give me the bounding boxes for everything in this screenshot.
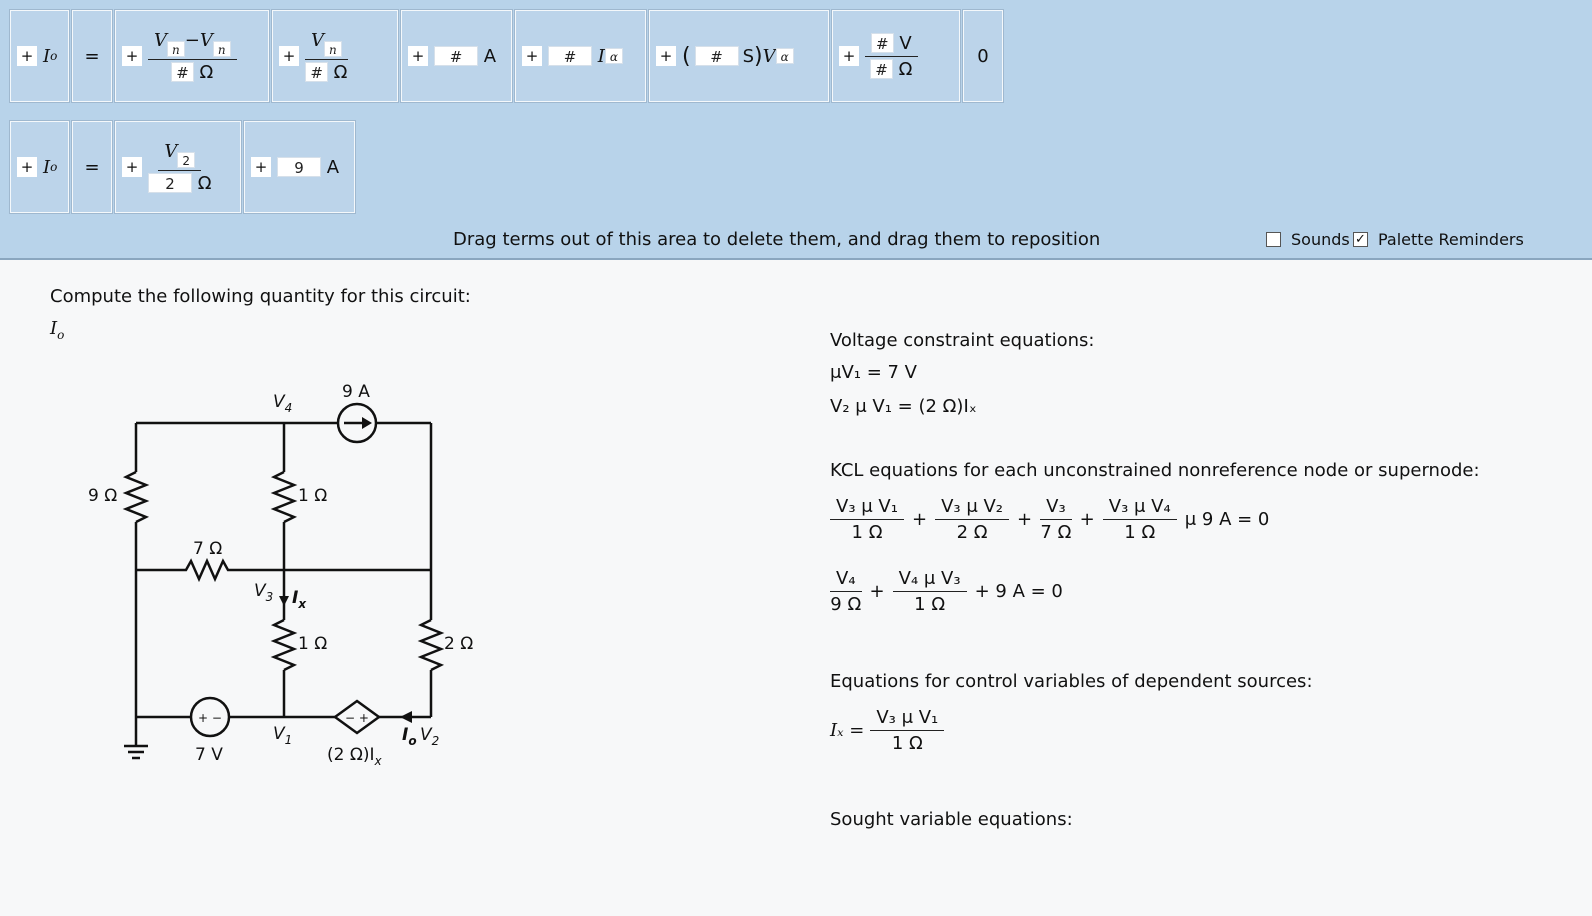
sign-toggle[interactable]: + — [122, 157, 142, 177]
term-lhs-io[interactable]: + I o — [10, 121, 69, 213]
sought-quantity: $I_o$ — [50, 318, 65, 342]
label-dependent-source: (2 $\Omega)I_x$ — [327, 745, 382, 768]
control-heading: Equations for control variables of dependent sources: — [830, 671, 1313, 692]
vs-polarity: + − — [198, 711, 222, 725]
variable-input[interactable]: α — [605, 48, 623, 64]
sign-toggle[interactable]: + — [17, 46, 37, 66]
voltage-constraint-2: V₂ μ V₁ = (2 Ω)Iₓ — [830, 396, 977, 417]
sign-toggle[interactable]: + — [656, 46, 676, 66]
sign-toggle[interactable]: + — [522, 46, 542, 66]
sign-toggle[interactable]: + — [839, 46, 859, 66]
label-r1-top: 1 Ω — [298, 486, 328, 506]
term-9a[interactable]: + 9 A — [244, 121, 355, 213]
label-io: $I_o$ — [402, 725, 417, 748]
number-input[interactable]: # — [870, 59, 893, 79]
term-conductance-voltage[interactable]: + ( # S ) V α — [649, 10, 829, 102]
number-input[interactable]: # — [305, 62, 328, 82]
node-input[interactable]: n — [324, 41, 342, 57]
sign-toggle[interactable]: + — [17, 157, 37, 177]
term-current-source[interactable]: + # A — [401, 10, 512, 102]
label-v2: $V_2$ — [420, 725, 440, 748]
label-r2: 2 Ω — [444, 634, 474, 654]
equals-sign: = — [72, 10, 112, 102]
kcl-equation-1: $\frac{\text{V₃ μ V₁}}{1 \Omega}$ + $\frac{\text{V₃ μ V₂}}{2 \Omega}$ + $\frac{\text{V₃}}{7 \Omega}$ + $\frac{\text{V₃ μ V₄}}{1 \Omega}$ μ 9 A = 0 — [830, 496, 1269, 543]
sign-toggle[interactable]: + — [408, 46, 428, 66]
number-input[interactable]: # — [695, 46, 739, 66]
var-label: I — [43, 45, 51, 67]
label-r1-bottom: 1 Ω — [298, 634, 328, 654]
drag-instruction: Drag terms out of this area to delete them, and drag them to reposition — [453, 229, 1101, 250]
number-input[interactable]: 2 — [148, 173, 192, 193]
label-v1: $V_1$ — [273, 724, 293, 747]
fraction: $\frac{\# V}{\# \Omega}$ — [865, 33, 918, 80]
sought-heading: Sought variable equations: — [830, 809, 1073, 830]
sign-toggle[interactable]: + — [279, 46, 299, 66]
zero-term[interactable]: 0 — [963, 10, 1003, 102]
control-equation: Iₓ = $\frac{\text{V₃ μ V₁}}{1 \Omega}$ — [830, 707, 944, 754]
check-icon: ✓ — [1355, 232, 1366, 247]
voltage-constraint-1: μV₁ = 7 V — [830, 362, 917, 383]
number-input[interactable]: # — [871, 33, 894, 53]
number-input[interactable]: # — [548, 46, 592, 66]
term-scaled-current[interactable]: + # I α — [515, 10, 646, 102]
label-r9: 9 Ω — [88, 486, 118, 506]
fraction: $\frac{\text{V n}}{\# \Omega}$ — [305, 30, 348, 83]
palette-reminders-label: Palette Reminders — [1378, 230, 1524, 249]
sign-toggle[interactable]: + — [251, 157, 271, 177]
node-input[interactable]: n — [213, 41, 231, 57]
equals-sign: = — [72, 121, 112, 213]
var-subscript: o — [50, 49, 58, 63]
label-v4: $V_4$ — [273, 392, 293, 415]
dep-polarity: − + — [345, 711, 369, 725]
problem-prompt: Compute the following quantity for this circuit: — [50, 286, 471, 307]
kcl-equation-2: $\frac{\text{V₄}}{9 \Omega}$ + $\frac{\text{V₄ μ V₃}}{1 \Omega}$ + 9 A = 0 — [830, 568, 1063, 615]
label-r7: 7 Ω — [193, 539, 223, 559]
sounds-label: Sounds — [1291, 230, 1350, 249]
number-input[interactable]: # — [171, 62, 194, 82]
label-v3: $V_3$ — [254, 581, 274, 604]
node-input[interactable]: n — [167, 41, 185, 57]
label-9a: 9 A — [342, 382, 370, 402]
fraction: $\frac{V 2}{2 \Omega}$ — [148, 141, 212, 194]
number-input[interactable]: 9 — [277, 157, 321, 177]
label-7v: 7 V — [195, 745, 223, 765]
node-input[interactable]: 2 — [177, 152, 195, 168]
number-input[interactable]: # — [434, 46, 478, 66]
label-ix: $I_x$ — [292, 588, 307, 611]
kcl-heading: KCL equations for each unconstrained nonreference node or supernode: — [830, 460, 1480, 481]
sign-toggle[interactable]: + — [122, 46, 142, 66]
voltage-constraint-heading: Voltage constraint equations: — [830, 330, 1095, 351]
variable-input[interactable]: α — [776, 48, 794, 64]
fraction: $\frac{\text{V n −V n}}{\# \Omega}$ — [148, 30, 237, 83]
